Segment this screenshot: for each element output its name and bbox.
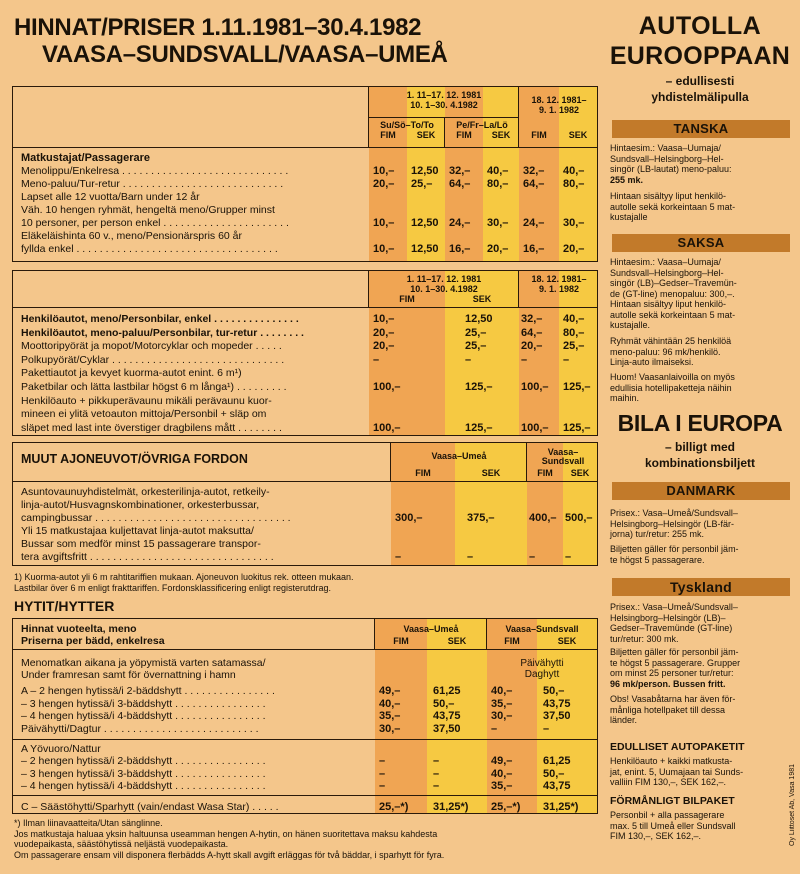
price-cell: – [521, 353, 528, 366]
text-line: meno-paluu: 96 mk/henkilö. [610, 346, 721, 357]
text-line: om minst 25 personer tur/retur: [610, 668, 734, 678]
text-line: Biljetten gäller för personbil jäm- [610, 544, 739, 554]
col-header: SEK [481, 468, 501, 478]
text-line: Helsingborg–Helsingör (LB-fär- [610, 518, 735, 529]
sidebar-subheading: – edullisesti [665, 74, 735, 88]
text-line: maihin. [610, 393, 640, 403]
price-cell: 40,– [563, 313, 585, 325]
footnote-2 [14, 818, 444, 860]
vehicle-price-table [12, 270, 598, 436]
period-header: 1. 11–17. 12. 1981 [406, 274, 482, 284]
price-cell: 64,– [521, 326, 543, 339]
saksa-text-2 [610, 336, 790, 368]
col-header: SEK [557, 636, 577, 646]
price-cell: 35,– [491, 697, 513, 710]
text-line: Sundsvall–Helsingborg–Hel- [610, 153, 724, 164]
price-cell: – [491, 722, 498, 735]
price-cell: – [563, 353, 570, 366]
row-label: C – Säästöhytti/Sparhytt (vain/endast Wasa Star) . . . . . [21, 801, 279, 813]
period-header: 18. 12. 1981– [531, 274, 587, 284]
price-cell: 35,– [379, 710, 401, 722]
col-header: Vaasa–Umeå [403, 624, 459, 634]
text-line: de (GT-line) menopaluu: 300,–. [610, 288, 735, 299]
text-line: Helsingborg–Helsingör (LB)– [610, 612, 726, 623]
cabins-section-title: HYTIT/HYTTER [14, 598, 115, 614]
price-cell: 64,– [523, 178, 545, 190]
price-cell: 100,– [521, 421, 549, 434]
col-header: Sundsvall [541, 456, 585, 466]
price-cell: 125,– [563, 421, 591, 434]
other-vehicles-table [12, 442, 598, 566]
price-cell: 50,– [543, 685, 565, 697]
text-line: max. 5 till Umeå eller Sundsvall [610, 820, 736, 831]
row-label: Henkilöauto + pikkuperävaunu mikäli perävaunu kuor- [21, 394, 272, 407]
text-line: edullisia hotellipaketteja näihin [610, 382, 732, 393]
col-header: SEK [447, 636, 467, 646]
col-header: Su/Sö–To/To [380, 120, 434, 130]
cabin-price-table [12, 618, 598, 814]
sidebar-heading: EUROOPPAAN [609, 42, 791, 70]
row-label: tera avgiftsfritt . . . . . . . . . . . . . . . . . . . . . . . . . . . . . . . . [21, 551, 274, 563]
tyskland-text-2 [610, 647, 790, 689]
price-cell: 49,– [491, 755, 513, 767]
price-cell: – [379, 780, 386, 792]
period-header: 18. 12. 1981– [531, 95, 587, 105]
price-cell: 12,50 [465, 313, 493, 325]
text-line: singör (LB-lautat) meno-paluu: [610, 164, 732, 174]
row-label: campingbussar . . . . . . . . . . . . . . . . . . . . . . . . . . . . . . . . . . [21, 512, 291, 524]
col-header: FIM [393, 636, 409, 646]
price-cell: 43,75 [543, 697, 571, 710]
price-cell: 10,– [373, 165, 395, 177]
price-cell: 40,– [379, 697, 401, 710]
saksa-text-3 [610, 372, 790, 404]
col-header: SEK [568, 130, 588, 140]
price-cell: 40,– [563, 165, 585, 177]
text-line: månliga hotellpaket till dessa [610, 704, 726, 715]
text-line: Hintaesim.: Vaasa–Uumaja/ [610, 257, 721, 267]
text-line: Hintaan sisältyy liput henkilö- [610, 299, 727, 309]
price-cell: 375,– [467, 512, 495, 524]
passenger-price-table [12, 86, 598, 262]
text-line: te högst 5 passagerare. Grupper [610, 657, 741, 668]
text-line: kustajalle [610, 212, 648, 222]
day-cabin-note: Päivähytti [520, 658, 564, 669]
price-cell: 20,– [487, 243, 509, 255]
price-cell: 100,– [373, 421, 401, 434]
text-line: Linja-auto ilmaiseksi. [610, 357, 694, 367]
row-label: Polkupyörät/Cyklar . . . . . . . . . . . . . . . . . . . . . . . . . . . . . . [21, 353, 285, 366]
period-header: 10. 1–30. 4.1982 [410, 284, 478, 294]
danmark-banner: DANMARK [612, 482, 790, 500]
tanska-text-2 [610, 191, 790, 223]
price-cell: 80,– [563, 178, 585, 190]
price-cell: – [433, 755, 440, 767]
price-cell: 12,50 [411, 165, 439, 177]
row-label: Väh. 10 hengen ryhmät, hengeltä meno/Grupper minst [21, 204, 275, 216]
col-header: SEK [472, 294, 492, 304]
col-header: FIM [456, 130, 472, 140]
col-header: FIM [531, 130, 547, 140]
text-line: länder. [610, 715, 638, 725]
row-label: A – 2 hengen hytissä/i 2-bäddshytt . . . . . . . . . . . . . . . . [21, 685, 275, 697]
text-line: Hintaesim.: Vaasa–Uumaja/ [610, 143, 721, 153]
price-cell: 80,– [487, 178, 509, 190]
price-cell: 80,– [563, 326, 585, 339]
sidebar-europe-offers [604, 0, 800, 874]
text-line: autolle sekä korkeintaan 5 mat- [610, 309, 736, 320]
text-line: 96 mk/person. Bussen fritt. [610, 678, 726, 689]
text-line: FIM 130,–, SEK 162,–. [610, 831, 702, 841]
price-cell: – [379, 767, 386, 780]
price-cell: 100,– [373, 381, 401, 393]
row-label: 10 personer, per person enkel . . . . . . . . . . . . . . . . . . . . . . [21, 217, 289, 229]
bila-heading: BILA I EUROPA [617, 410, 783, 436]
price-cell: 25,– [563, 340, 585, 353]
price-cell: – [465, 353, 472, 366]
price-cell: 25,–*) [491, 801, 521, 813]
danmark-text [610, 508, 790, 540]
row-label: Henkilöautot, meno-paluu/Personbilar, tur-retur . . . . . . . . [21, 326, 304, 339]
price-cell: 49,– [379, 685, 401, 697]
table-head: Hinnat vuoteelta, meno [21, 623, 137, 635]
price-cell: 43,75 [543, 780, 571, 792]
text-line: jorna) tur/retur: 255 mk. [610, 529, 705, 539]
price-cell: 50,– [433, 697, 455, 710]
price-cell: 10,– [373, 217, 395, 229]
text-line: valliin FIM 130,–, SEK 162,–. [610, 777, 727, 787]
col-header: FIM [415, 468, 431, 478]
tanska-text [610, 143, 790, 185]
text-line: tur/retur: 300 mk. [610, 633, 679, 644]
danmark-text-2 [610, 544, 790, 565]
price-cell: – [467, 551, 474, 563]
package-text-sv [610, 810, 790, 842]
footnote-line: Om passagerare ensam vill disponera flerbädds A-hytt skall avgift erläggas för två bäddar, i sparhytt för fyra. [14, 849, 445, 860]
period-header: 9. 1. 1982 [538, 105, 580, 115]
bila-subheading: – billigt med [664, 440, 735, 454]
text-line: singör (LB)–Gedser–Travemün- [610, 278, 737, 288]
title-line-2: VAASA–SUNDSVALL/VAASA–UMEÅ [42, 41, 448, 68]
period-header: 1. 11–17. 12. 1981 [406, 90, 482, 100]
price-cell: 24,– [523, 217, 545, 229]
price-cell: 32,– [521, 313, 543, 325]
col-header: SEK [570, 468, 590, 478]
section-heading: Matkustajat/Passagerare [21, 152, 151, 164]
text-line: Ryhmät vähintään 25 henkilöä [610, 336, 732, 346]
text-line: Prisex.: Vasa–Umeå/Sundsvall– [610, 508, 738, 518]
price-cell: 43,75 [433, 710, 461, 722]
row-label: Henkilöautot, meno/Personbilar, enkel . . . . . . . . . . . . . . . [21, 313, 299, 325]
price-cell: 64,– [449, 178, 471, 190]
price-cell: 100,– [521, 381, 549, 393]
row-label: – 4 hengen hytissä/i 4-bäddshytt . . . . . . . . . . . . . . . . [21, 710, 266, 722]
text-line: kustajalle. [610, 320, 651, 330]
price-cell: 400,– [529, 512, 557, 524]
bila-subheading: kombinationsbiljett [644, 456, 755, 470]
price-cell: 125,– [465, 381, 493, 393]
text-line: Huom! Vaasanlaivoilla on myös [610, 372, 735, 382]
row-label: Moottoripyörät ja mopot/Motorcyklar och mopeder . . . . . [21, 340, 282, 353]
price-cell: – [543, 722, 550, 735]
price-cell: 12,50 [411, 217, 439, 229]
table-head: Priserna per bädd, enkelresa [21, 635, 165, 647]
text-line: 255 mk. [610, 174, 644, 185]
price-cell: 500,– [565, 512, 593, 524]
row-label: fyllda enkel . . . . . . . . . . . . . . . . . . . . . . . . . . . . . . . . . . . [21, 243, 278, 255]
row-label: mineen ei ylitä vetoauton mittoja/Personbil + släp om [21, 408, 267, 421]
price-cell: 16,– [449, 243, 471, 255]
row-label: Pakettiautot ja kevyet kuorma-autot enint. 6 m¹) [21, 367, 242, 380]
price-cell: – [373, 353, 380, 366]
row-label: Paketbilar och lätta lastbilar högst 6 m långa¹) . . . . . . . . . [21, 381, 287, 393]
price-cell: 30,– [491, 710, 513, 722]
price-cell: 35,– [491, 780, 513, 792]
footnote-line: Jos matkustaja haluaa yksin haltuunsa useamman hengen A-hytin, on hänen suoritettava maksu kahdesta [14, 828, 438, 839]
page-title [14, 14, 448, 68]
row-label: Asuntovaunuyhdistelmät, orkesterilinja-autot, retkeily- [21, 486, 270, 498]
sidebar-heading: AUTOLLA [638, 12, 762, 40]
section-heading: MUUT AJONEUVOT/ÖVRIGA FORDON [21, 452, 248, 466]
row-label: Bussar som medför minst 15 passagerare transpor- [21, 538, 261, 550]
intro-line: Under framresan samt för övernattning i hamn [21, 669, 236, 681]
price-cell: 20,– [521, 340, 543, 353]
sidebar-subheading: yhdistelmälipulla [651, 90, 749, 104]
price-cell: 24,– [449, 217, 471, 229]
price-cell: 31,25*) [543, 801, 579, 813]
price-cell: 125,– [465, 421, 493, 434]
price-cell: 10,– [373, 243, 395, 255]
title-line-1: HINNAT/PRISER 1.11.1981–30.4.1982 [14, 14, 422, 41]
price-cell: – [379, 755, 386, 767]
price-cell: – [529, 551, 536, 563]
night-heading: A Yövuoro/Nattur [21, 743, 101, 755]
col-header: SEK [491, 130, 511, 140]
text-line: Henkilöauto + kaikki matkusta- [610, 756, 733, 766]
footnote-line: Lastbilar över 6 m enligt frakttariffen. Fordonsklassificering enligt registerutdrag. [14, 582, 331, 593]
printer-credit: Oy Liittoset Ab, Vasa 1981 [789, 764, 796, 846]
price-cell: 20,– [563, 243, 585, 255]
price-cell: 20,– [373, 178, 395, 190]
col-header: FIM [504, 636, 520, 646]
price-cell: 16,– [523, 243, 545, 255]
price-cell: 40,– [491, 685, 513, 697]
tanska-banner: TANSKA [612, 120, 790, 138]
footnote-line: 1) Kuorma-autot yli 6 m rahtitariffien mukaan. Ajoneuvon luokitus rek. otteen mukaan. [14, 572, 354, 582]
text-line: Biljetten gäller för personbil jäm- [610, 647, 739, 657]
price-cell: 31,25*) [433, 801, 469, 813]
price-cell: 25,–*) [379, 801, 409, 813]
price-cell: 20,– [373, 326, 395, 339]
footnote-line: vuodepaikasta, säästöhytissä neljästä vuodepaikasta. [14, 839, 229, 849]
price-cell: 12,50 [411, 243, 439, 255]
saksa-text [610, 257, 790, 331]
price-cell: 30,– [379, 722, 401, 735]
col-header: Vaasa– [547, 447, 579, 457]
price-cell: 40,– [487, 165, 509, 177]
text-line: Obs! Vasabåtarna har även för- [610, 694, 736, 704]
row-label: – 4 hengen hytissä/i 4-bäddshytt . . . . . . . . . . . . . . . . [21, 780, 266, 792]
text-line: autolle sekä korkeintaan 5 mat- [610, 201, 736, 212]
price-cell: 32,– [449, 165, 471, 177]
price-cell: 40,– [491, 767, 513, 780]
price-cell: 37,50 [543, 710, 571, 722]
row-label: – 3 hengen hytissä/i 3-bäddshytt . . . . . . . . . . . . . . . . [21, 697, 266, 710]
text-line: Prisex.: Vasa–Umeå/Sundsvall– [610, 602, 738, 612]
intro-line: Menomatkan aikana ja yöpymistä varten satamassa/ [21, 657, 266, 669]
price-cell: – [433, 767, 440, 780]
col-header: FIM [380, 130, 396, 140]
tyskland-text-3 [610, 694, 790, 726]
price-cell: 61,25 [433, 685, 461, 697]
price-cell: 25,– [411, 178, 433, 190]
price-cell: 37,50 [433, 722, 461, 735]
saksa-banner: SAKSA [612, 234, 790, 252]
row-label: Yli 15 matkustajaa kuljettavat linja-autot maksutta/ [21, 525, 254, 537]
col-header: Pe/Fr–La/Lö [456, 120, 508, 130]
day-cabin-note: Daghytt [524, 669, 560, 680]
footnote-1 [14, 572, 354, 593]
price-cell: 20,– [373, 340, 395, 353]
col-header: Vaasa–Sundsvall [505, 624, 579, 634]
text-line: te högst 5 passagerare. [610, 554, 705, 565]
price-cell: 50,– [543, 767, 565, 780]
price-cell: 25,– [465, 340, 487, 353]
row-label: Menolippu/Enkelresa . . . . . . . . . . . . . . . . . . . . . . . . . . . . . [21, 165, 289, 177]
row-label: linja-autot/Husvagnskombinationer, orkesterbussar, [21, 499, 260, 511]
row-label: Meno-paluu/Tur-retur . . . . . . . . . . . . . . . . . . . . . . . . . . . . [21, 178, 284, 190]
price-cell: – [433, 780, 440, 792]
price-cell: 30,– [563, 217, 585, 229]
price-cell: 300,– [395, 512, 423, 524]
col-header: FIM [537, 468, 553, 478]
row-label: släpet med last inte överstiger dragbilens mått . . . . . . . . [21, 421, 282, 434]
price-cell: 32,– [523, 165, 545, 177]
row-label: – 3 hengen hytissä/i 3-bäddshytt . . . . . . . . . . . . . . . . [21, 767, 266, 780]
price-cell: – [395, 551, 402, 563]
text-line: jat, enint. 5, Uumajaan tai Sunds- [610, 766, 744, 777]
price-cell: 61,25 [543, 755, 571, 767]
row-label: Päivähytti/Dagtur . . . . . . . . . . . . . . . . . . . . . . . . . . . [21, 722, 259, 735]
price-cell: 10,– [373, 313, 395, 325]
package-text-fi [610, 756, 790, 788]
text-line: Sundsvall–Helsingborg–Hel- [610, 267, 724, 278]
price-cell: 30,– [487, 217, 509, 229]
row-label: – 2 hengen hytissä/i 2-bäddshytt . . . . . . . . . . . . . . . . [21, 755, 266, 767]
period-header: 9. 1. 1982 [538, 284, 580, 294]
row-label: Lapset alle 12 vuotta/Barn under 12 år [21, 191, 200, 203]
col-header: FIM [399, 294, 415, 304]
text-line: Gedser–Travemünde (GT-line) [610, 623, 733, 633]
tyskland-banner: Tyskland [612, 578, 790, 596]
tyskland-text [610, 602, 790, 644]
package-heading-sv: FÖRMÅNLIGT BILPAKET [610, 795, 735, 807]
price-cell: 25,– [465, 326, 487, 339]
col-header: SEK [416, 130, 436, 140]
text-line: Hintaan sisältyy liput henkilö- [610, 191, 727, 201]
footnote-line: *) Ilman liinavaatteita/Utan sänglinne. [14, 818, 163, 828]
price-cell: 125,– [563, 381, 591, 393]
row-label: Eläkeläishinta 60 v., meno/Pensionärspris 60 år [21, 230, 243, 242]
price-cell: – [565, 551, 572, 563]
col-header: Vaasa–Umeå [431, 451, 487, 461]
period-header: 10. 1–30. 4.1982 [410, 100, 478, 110]
package-heading-fi: EDULLISET AUTOPAKETIT [610, 741, 745, 753]
text-line: Personbil + alla passagerare [610, 810, 725, 820]
